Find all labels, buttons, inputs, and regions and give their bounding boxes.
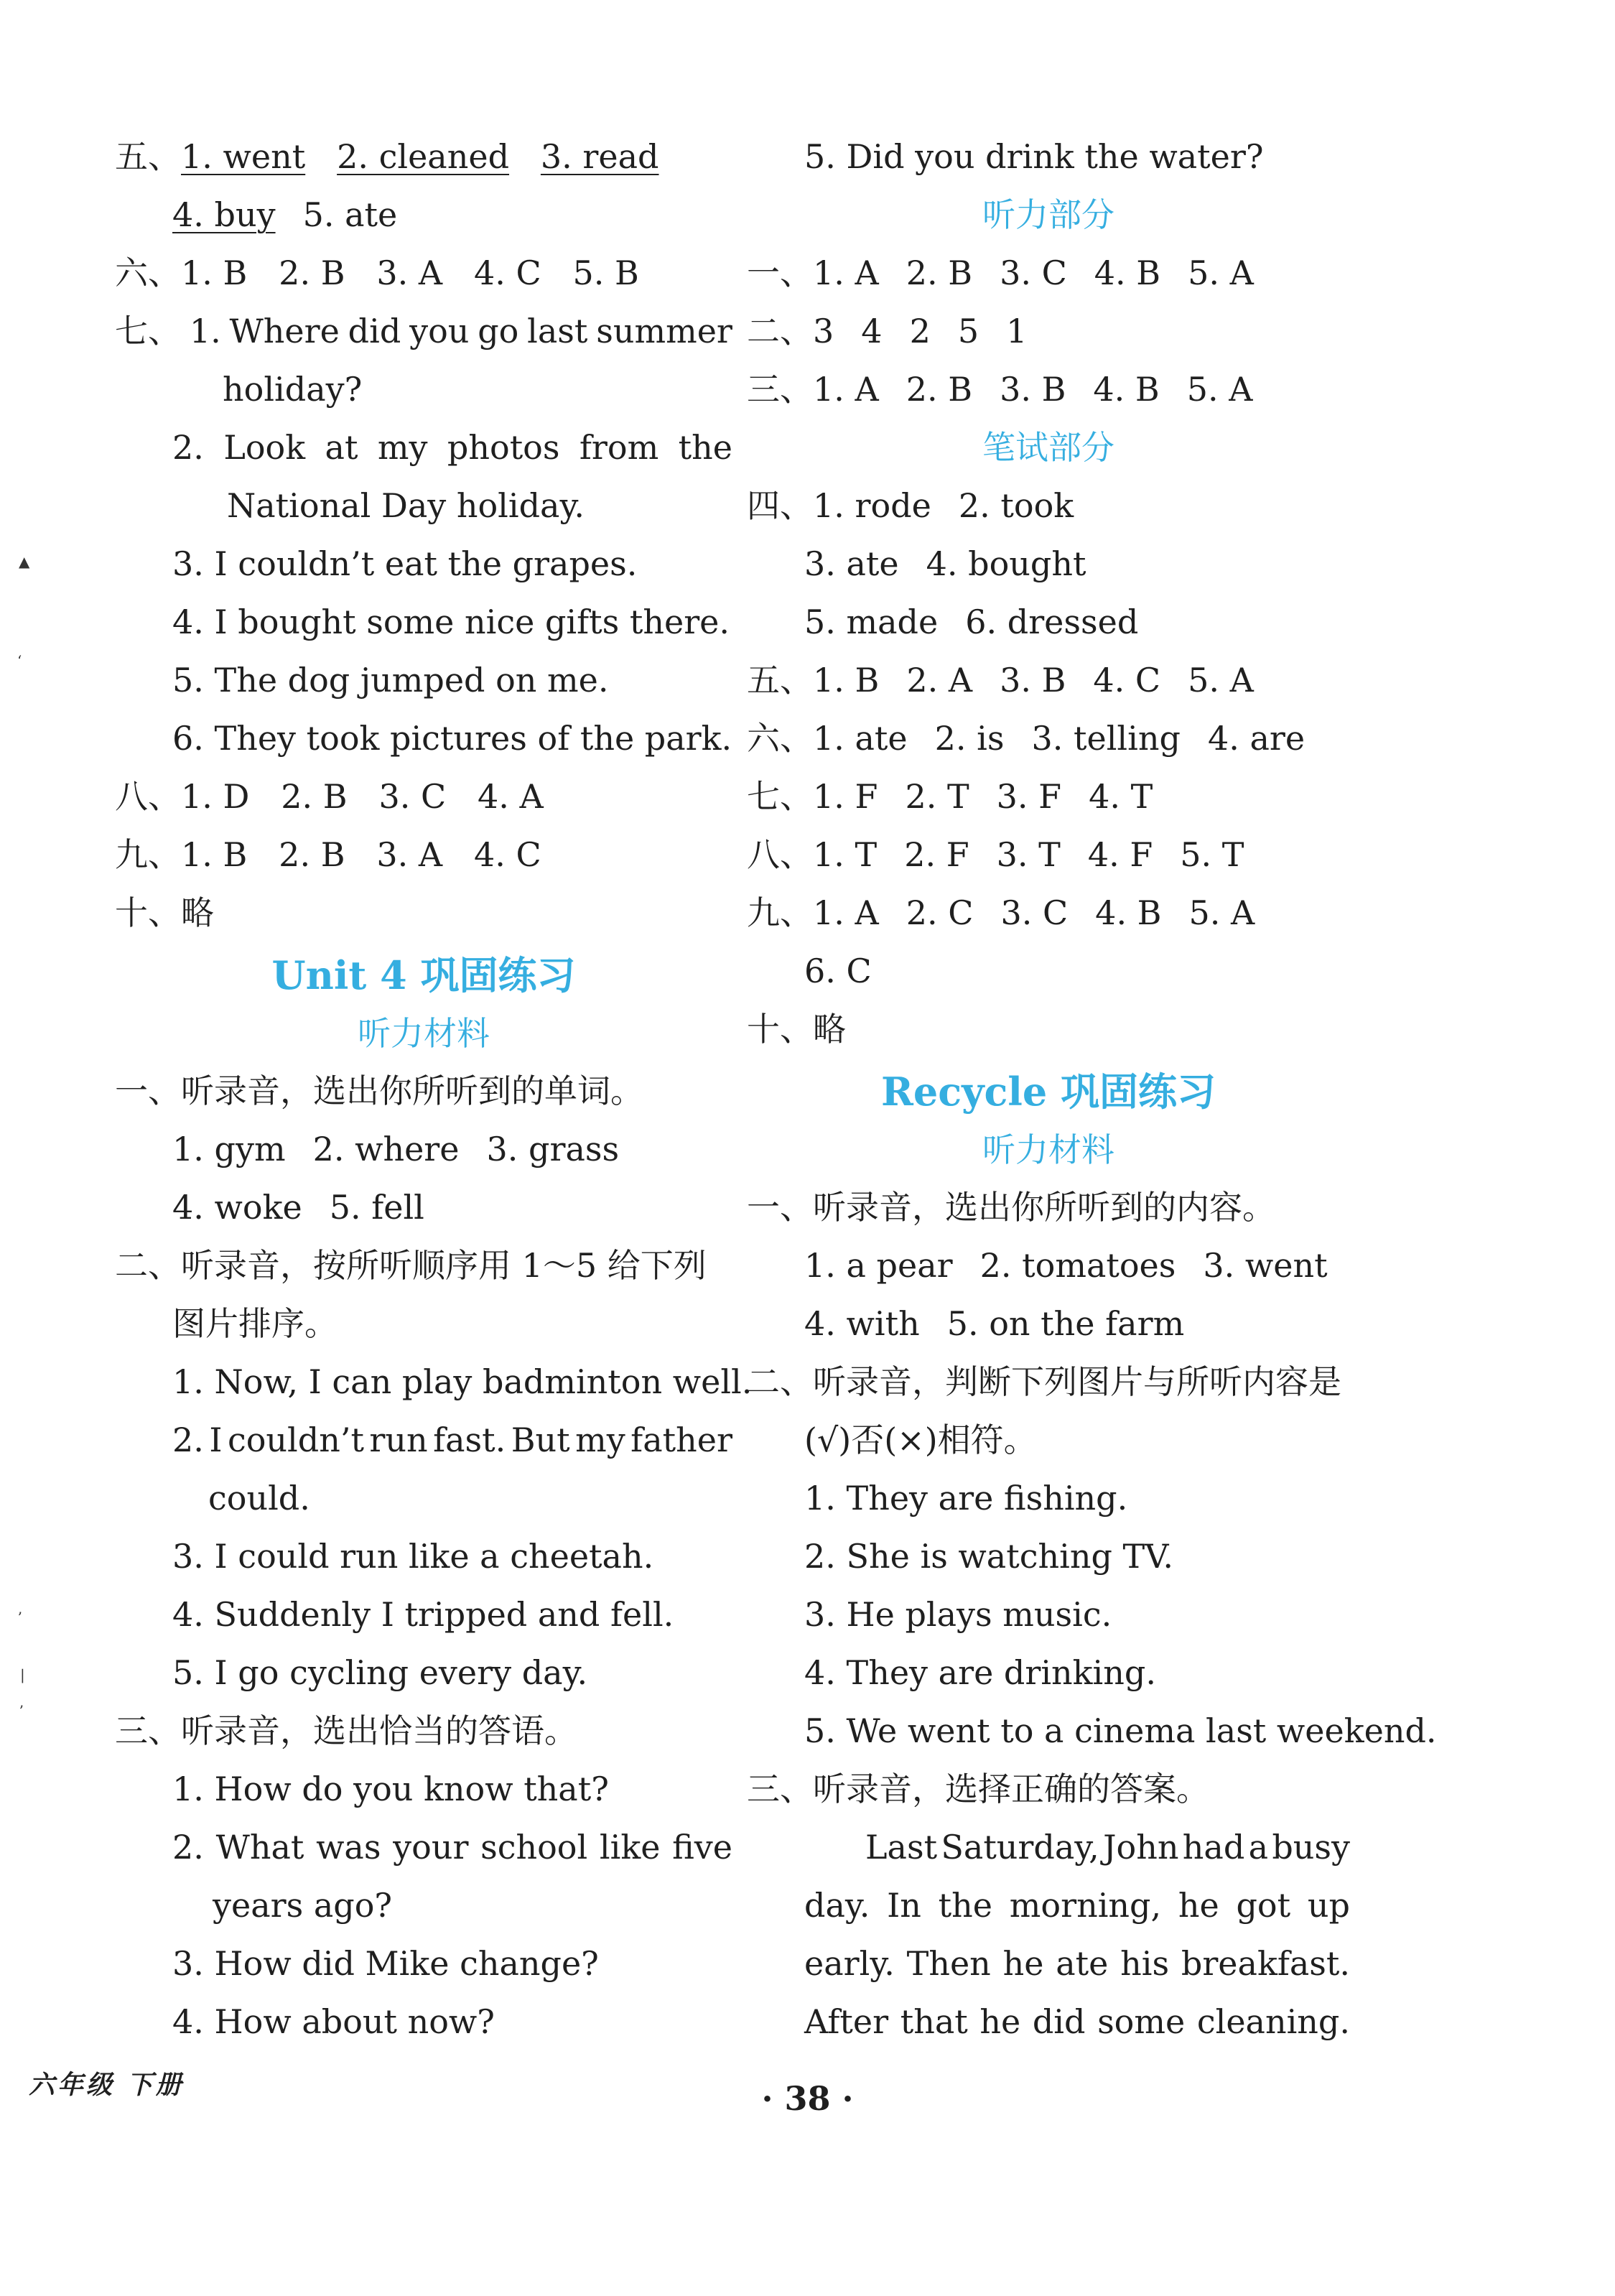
- answer-line: 4. buy 5. ate: [172, 195, 398, 234]
- answer-line: 5. I go cycling every day.: [172, 1653, 588, 1692]
- answer-line: 1. How do you know that?: [172, 1770, 609, 1808]
- answer-line: 九、1. A 2. C 3. C 4. B 5. A: [747, 893, 1255, 932]
- answer-line: 五、1. went 2. cleaned 3. read: [115, 137, 659, 176]
- answer-line: National Day holiday.: [227, 486, 585, 525]
- answer-line: 4. They are drinking.: [804, 1653, 1156, 1692]
- written-part-heading: 笔试部分: [982, 428, 1114, 467]
- passage-line: early. Then he ate his breakfast.: [804, 1944, 1350, 1983]
- answer-line: 2. She is watching TV.: [804, 1537, 1173, 1576]
- answer-line: 5. made 6. dressed: [804, 603, 1139, 641]
- listening-part-heading: 听力部分: [982, 195, 1114, 234]
- scan-mark: |: [20, 1666, 25, 1683]
- answer-line: 1. Now, I can play badminton well.: [172, 1362, 753, 1401]
- question-title: 一、听录音，选出你所听到的单词。: [115, 1072, 643, 1110]
- question-title: 二、听录音，判断下列图片与所听内容是: [747, 1362, 1341, 1401]
- right-column: [747, 128, 1437, 2051]
- scan-mark: ▲: [19, 553, 30, 570]
- answer-line: 九、1. B 2. B 3. A 4. C: [115, 835, 541, 874]
- answer-line: 一、1. A 2. B 3. C 4. B 5. A: [747, 254, 1254, 292]
- scan-mark: ʼ: [17, 1609, 22, 1626]
- answer-line: 1. gym 2. where 3. grass: [172, 1130, 620, 1168]
- answer-line: 八、1. D 2. B 3. C 4. A: [115, 777, 544, 816]
- unit4-section-title: Unit 4 巩固练习: [271, 952, 576, 998]
- answer-line: 4. woke 5. fell: [172, 1188, 424, 1227]
- answer-line: 3. I could run like a cheetah.: [172, 1537, 654, 1576]
- answer-line: 三、1. A 2. B 3. B 4. B 5. A: [747, 370, 1253, 409]
- left-column: [115, 128, 753, 2051]
- answer-line: 2. What was your school like five: [172, 1828, 732, 1867]
- answer-line: holiday?: [223, 370, 363, 409]
- answer-line: 6. C: [804, 952, 872, 990]
- answer-line: 2. Look at my photos from the: [172, 428, 732, 467]
- passage-line: After that he did some cleaning.: [804, 2002, 1350, 2041]
- scan-mark: ʼ: [19, 1702, 24, 1719]
- answer-line: 1. They are fishing.: [804, 1479, 1128, 1518]
- answer-line: 四、1. rode 2. took: [747, 486, 1074, 525]
- answer-line: 3. I couldn’t eat the grapes.: [172, 544, 638, 583]
- answer-line: 2. I couldn’t run fast. But my father: [172, 1421, 732, 1459]
- question-title: 图片排序。: [172, 1304, 338, 1343]
- passage-line: day. In the morning, he got up: [804, 1886, 1350, 1925]
- answer-line: could.: [208, 1479, 310, 1518]
- answer-line: 4. Suddenly I tripped and fell.: [172, 1595, 674, 1634]
- question-title: (√)否(×)相符。: [804, 1421, 1037, 1459]
- answer-line: 3. ate 4. bought: [804, 544, 1086, 583]
- answer-line: 七、 1. Where did you go last summer: [115, 312, 732, 350]
- recycle-section-title: Recycle 巩固练习: [880, 1069, 1216, 1115]
- answer-line: 4. I bought some nice gifts there.: [172, 603, 730, 641]
- answer-line: 1. a pear 2. tomatoes 3. went: [804, 1246, 1328, 1285]
- listening-material-heading: 听力材料: [982, 1130, 1114, 1169]
- answer-line: 3. How did Mike change?: [172, 1944, 599, 1983]
- answer-line: 5. We went to a cinema last weekend.: [804, 1711, 1437, 1750]
- answer-line: 4. How about now?: [172, 2002, 495, 2041]
- answer-line: years ago?: [213, 1886, 393, 1925]
- question-title: 三、听录音，选择正确的答案。: [747, 1770, 1209, 1808]
- answer-line: 5. The dog jumped on me.: [172, 661, 609, 700]
- answer-line: 五、1. B 2. A 3. B 4. C 5. A: [747, 661, 1254, 700]
- scan-mark: ʻ: [17, 652, 22, 669]
- listening-material-heading: 听力材料: [358, 1014, 490, 1053]
- answer-line: 六、1. B 2. B 3. A 4. C 5. B: [115, 254, 639, 292]
- page-number: · 38 ·: [761, 2079, 854, 2118]
- answer-line: 4. with 5. on the farm: [804, 1304, 1185, 1343]
- answer-line: 3. He plays music.: [804, 1595, 1112, 1634]
- answer-line: 二、3 4 2 5 1: [747, 312, 1028, 350]
- answer-line: 十、略: [747, 1010, 846, 1049]
- answer-line: 十、略: [115, 893, 214, 932]
- answer-line: 六、1. ate 2. is 3. telling 4. are: [747, 719, 1306, 758]
- answer-line: 七、1. F 2. T 3. F 4. T: [747, 777, 1153, 816]
- passage-line: Last Saturday, John had a busy: [865, 1828, 1350, 1867]
- answer-line: 八、1. T 2. F 3. T 4. F 5. T: [747, 835, 1244, 874]
- grade-label: 六年级 下册: [29, 2070, 185, 2100]
- question-title: 三、听录音，选出恰当的答语。: [115, 1711, 577, 1750]
- question-title: 二、听录音，按所听顺序用 1～5 给下列: [115, 1246, 707, 1285]
- answer-line: 5. Did you drink the water?: [804, 137, 1264, 176]
- answer-line: 6. They took pictures of the park.: [172, 719, 732, 758]
- question-title: 一、听录音，选出你所听到的内容。: [747, 1188, 1275, 1227]
